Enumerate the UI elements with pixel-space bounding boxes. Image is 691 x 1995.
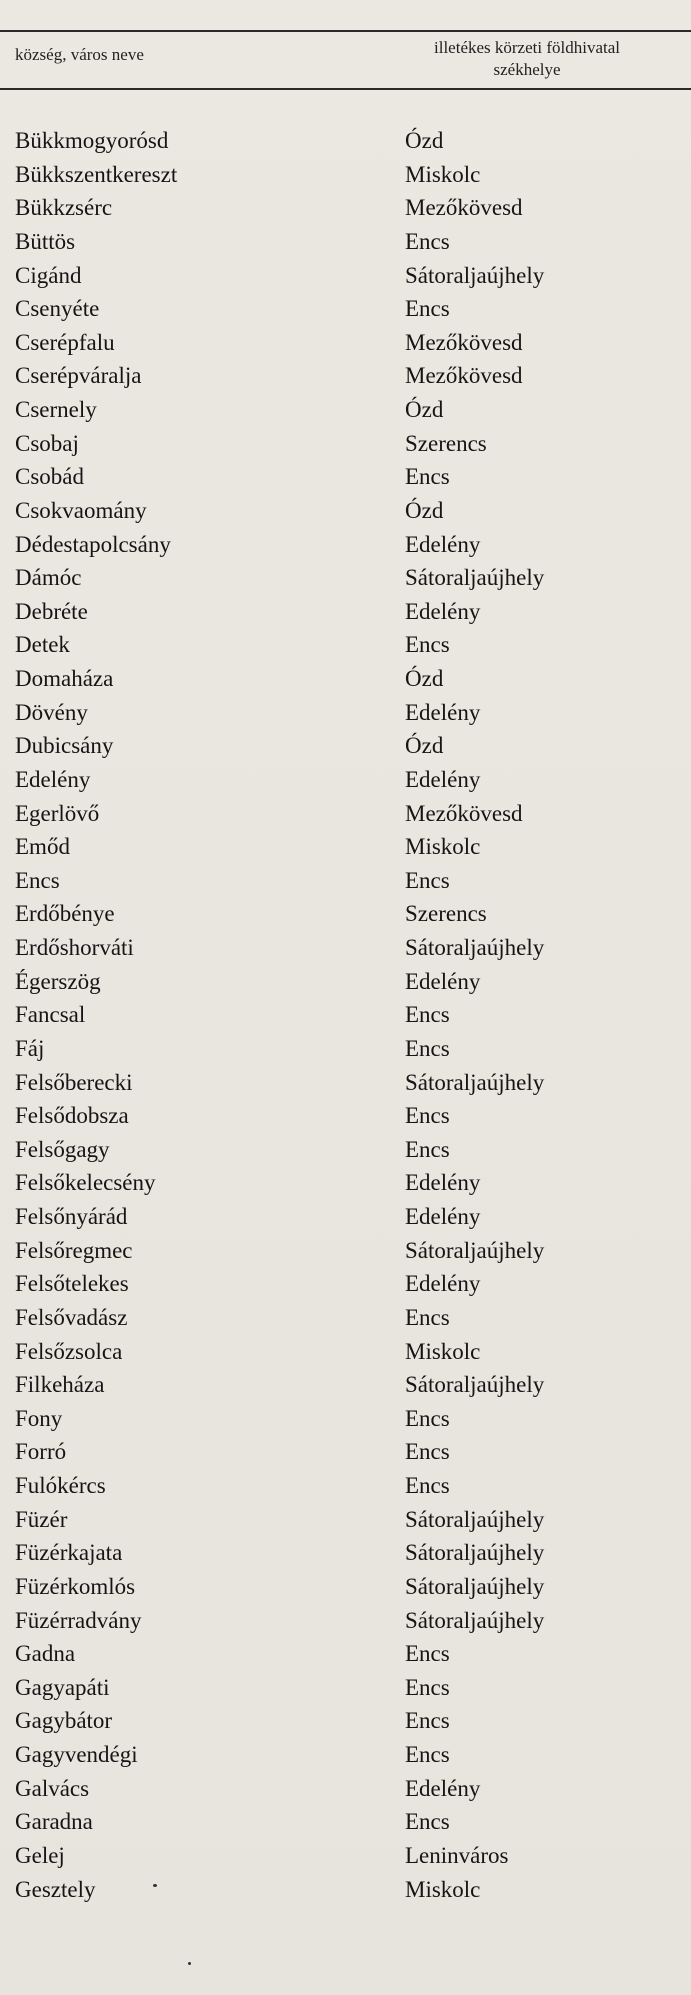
land-office-seat: Encs xyxy=(405,1405,450,1431)
town-name: Cserépváralja xyxy=(15,363,142,389)
land-office-seat: Miskolc xyxy=(405,1876,481,1902)
town-name: Cserépfalu xyxy=(15,329,115,355)
town-name: Encs xyxy=(15,867,60,893)
town-name: Emőd xyxy=(15,834,70,860)
table-row xyxy=(0,696,691,730)
town-name: Égerszög xyxy=(15,968,101,994)
land-office-seat: Encs xyxy=(405,867,450,893)
land-office-seat: Encs xyxy=(405,1473,450,1498)
town-name: Egerlövő xyxy=(15,800,100,826)
land-office-seat: Mezőkövesd xyxy=(405,195,523,221)
land-office-seat: Edelény xyxy=(405,531,481,557)
table-row xyxy=(0,1873,691,1907)
land-office-seat: Sátoraljaújhely xyxy=(405,1607,545,1633)
table-row xyxy=(0,1738,691,1772)
table-row xyxy=(0,595,691,629)
table-row xyxy=(0,326,691,360)
land-office-seat: Edelény xyxy=(405,1170,481,1196)
table-row xyxy=(0,1301,691,1335)
land-office-seat: Encs xyxy=(405,1304,450,1330)
town-name: Gesztely xyxy=(15,1876,96,1902)
town-name: Bükkmogyorósd xyxy=(15,128,169,153)
column-header-office-line1: illetékes körzeti földhivatal xyxy=(434,38,620,57)
town-name: Felsőkelecsény xyxy=(15,1170,156,1196)
land-office-seat: Mezőkövesd xyxy=(405,363,523,389)
table-row xyxy=(0,1469,691,1503)
table-row xyxy=(0,1704,691,1738)
table-row xyxy=(0,427,691,461)
table-row xyxy=(0,797,691,831)
table-row xyxy=(0,460,691,494)
table-row xyxy=(0,662,691,696)
table-row xyxy=(0,864,691,898)
land-office-seat: Szerencs xyxy=(405,430,487,456)
land-office-seat: Sátoraljaújhely xyxy=(405,262,545,288)
print-speck xyxy=(153,1884,157,1887)
town-name: Gadna xyxy=(15,1641,76,1667)
town-name: Felsőberecki xyxy=(15,1069,133,1095)
town-name: Dubicsány xyxy=(15,733,114,759)
table-row xyxy=(0,1133,691,1167)
table-row xyxy=(0,1335,691,1369)
table-row xyxy=(0,359,691,393)
land-office-seat: Sátoraljaújhely xyxy=(405,935,545,960)
town-name: Büttös xyxy=(15,228,76,254)
table-row xyxy=(0,561,691,595)
land-office-seat: Sátoraljaújhely xyxy=(405,565,545,591)
table-row xyxy=(0,292,691,326)
table-row xyxy=(0,1267,691,1301)
town-name: Detek xyxy=(15,632,70,658)
land-office-seat: Encs xyxy=(405,464,450,490)
land-office-seat: Sátoraljaújhely xyxy=(405,1573,545,1599)
town-name: Forró xyxy=(15,1439,67,1465)
land-office-seat: Sátoraljaújhely xyxy=(405,1540,545,1566)
table-row xyxy=(0,1435,691,1469)
town-name: Csenyéte xyxy=(15,296,100,322)
table-row xyxy=(0,931,691,965)
town-name: Füzérradvány xyxy=(15,1607,142,1633)
table-row xyxy=(0,830,691,864)
table-row xyxy=(0,393,691,427)
town-name: Dövény xyxy=(15,699,88,725)
table-row xyxy=(0,897,691,931)
table-row xyxy=(0,1805,691,1839)
land-office-seat: Miskolc xyxy=(405,161,481,187)
town-name: Füzérkomlós xyxy=(15,1573,136,1599)
town-name: Füzérkajata xyxy=(15,1540,123,1566)
town-name: Csokvaomány xyxy=(15,497,147,523)
town-name: Domaháza xyxy=(15,666,114,691)
table-row xyxy=(0,158,691,192)
land-office-seat: Edelény xyxy=(405,1775,481,1801)
land-office-seat: Edelény xyxy=(405,968,481,994)
town-name: Bükkzsérc xyxy=(15,195,113,221)
column-header-office xyxy=(382,37,672,81)
table-row xyxy=(0,729,691,763)
table-row xyxy=(0,1604,691,1638)
land-office-seat: Szerencs xyxy=(405,901,487,927)
land-office-seat: Sátoraljaújhely xyxy=(405,1506,545,1532)
print-speck xyxy=(188,1962,191,1965)
town-name: Felsőnyárád xyxy=(15,1204,128,1229)
land-office-seat: Edelény xyxy=(405,598,481,624)
town-name: Gagyapáti xyxy=(15,1674,110,1700)
land-office-seat: Encs xyxy=(405,1742,450,1767)
town-name: Gagybátor xyxy=(15,1708,113,1734)
land-office-seat: Encs xyxy=(405,632,450,658)
table-row xyxy=(0,628,691,662)
land-office-seat: Ózd xyxy=(405,666,444,691)
town-name: Edelény xyxy=(15,766,91,792)
land-office-seat: Encs xyxy=(405,1002,450,1028)
town-name: Felsővadász xyxy=(15,1304,128,1330)
land-office-seat: Encs xyxy=(405,1136,450,1162)
town-name: Dédestapolcsány xyxy=(15,531,171,557)
table-row xyxy=(0,1032,691,1066)
land-office-seat: Encs xyxy=(405,1103,450,1129)
table-row xyxy=(0,1772,691,1806)
land-office-seat: Edelény xyxy=(405,1271,481,1297)
land-office-seat: Miskolc xyxy=(405,1338,481,1364)
table-row xyxy=(0,1503,691,1537)
town-name: Füzér xyxy=(15,1506,68,1532)
land-office-seat: Mezőkövesd xyxy=(405,329,523,355)
table-row xyxy=(0,1234,691,1268)
table-row xyxy=(0,998,691,1032)
town-name: Debréte xyxy=(15,598,88,624)
column-header-office-line2: székhelye xyxy=(493,60,561,79)
town-name: Cigánd xyxy=(15,262,82,288)
town-name: Erdőshorváti xyxy=(15,935,134,960)
land-office-seat: Sátoraljaújhely xyxy=(405,1069,545,1095)
land-office-seat: Encs xyxy=(405,1641,450,1667)
table-row xyxy=(0,494,691,528)
town-name: Garadna xyxy=(15,1809,93,1835)
table-row xyxy=(0,124,691,158)
table-row xyxy=(0,1536,691,1570)
table-row xyxy=(0,1166,691,1200)
town-name: Felsőregmec xyxy=(15,1237,133,1263)
town-name: Galvács xyxy=(15,1775,90,1801)
table-row xyxy=(0,1200,691,1234)
town-name: Felsőzsolca xyxy=(15,1338,123,1364)
land-office-seat: Edelény xyxy=(405,699,481,725)
table-row xyxy=(0,528,691,562)
town-name: Csernely xyxy=(15,397,97,422)
table-row xyxy=(0,1637,691,1671)
town-name: Dámóc xyxy=(15,565,82,591)
land-office-seat: Ózd xyxy=(405,497,444,523)
town-name: Filkeháza xyxy=(15,1372,105,1398)
land-office-seat: Encs xyxy=(405,1809,450,1835)
table-row xyxy=(0,965,691,999)
land-office-seat: Sátoraljaújhely xyxy=(405,1237,545,1263)
land-office-seat: Edelény xyxy=(405,1204,481,1229)
land-office-seat: Encs xyxy=(405,296,450,322)
town-name: Csobaj xyxy=(15,430,79,456)
town-name: Gelej xyxy=(15,1842,65,1868)
land-office-seat: Miskolc xyxy=(405,834,481,860)
town-name: Felsőtelekes xyxy=(15,1271,129,1297)
town-name: Fulókércs xyxy=(15,1473,106,1498)
land-office-seat: Sátoraljaújhely xyxy=(405,1372,545,1398)
town-name: Csobád xyxy=(15,464,84,490)
town-name: Erdőbénye xyxy=(15,901,115,927)
town-name: Gagyvendégi xyxy=(15,1742,138,1767)
land-office-seat: Edelény xyxy=(405,766,481,792)
land-office-seat: Mezőkövesd xyxy=(405,800,523,826)
land-office-seat: Ózd xyxy=(405,733,444,759)
column-header-town: község, város neve xyxy=(15,45,144,64)
town-name: Fony xyxy=(15,1405,63,1431)
land-office-seat: Encs xyxy=(405,1439,450,1465)
table-row xyxy=(0,1099,691,1133)
town-name: Felsőgagy xyxy=(15,1136,110,1162)
land-office-seat: Encs xyxy=(405,1708,450,1734)
land-office-seat: Encs xyxy=(405,1674,450,1700)
table-row xyxy=(0,1839,691,1873)
town-name: Felsődobsza xyxy=(15,1103,129,1129)
land-office-seat: Ózd xyxy=(405,128,444,153)
table-row xyxy=(0,1671,691,1705)
register-table xyxy=(0,124,691,1906)
table-row xyxy=(0,259,691,293)
land-office-seat: Ózd xyxy=(405,397,444,422)
table-row xyxy=(0,1066,691,1100)
table-row xyxy=(0,763,691,797)
table-row xyxy=(0,1368,691,1402)
header-top-rule xyxy=(0,30,691,32)
land-office-seat: Encs xyxy=(405,228,450,254)
town-name: Bükkszentkereszt xyxy=(15,161,178,187)
header-bottom-rule xyxy=(0,88,691,90)
table-row xyxy=(0,191,691,225)
table-row xyxy=(0,1402,691,1436)
land-office-seat: Leninváros xyxy=(405,1842,509,1868)
table-row xyxy=(0,1570,691,1604)
table-row xyxy=(0,225,691,259)
town-name: Fáj xyxy=(15,1035,45,1061)
land-office-seat: Encs xyxy=(405,1035,450,1061)
town-name: Fancsal xyxy=(15,1002,86,1028)
